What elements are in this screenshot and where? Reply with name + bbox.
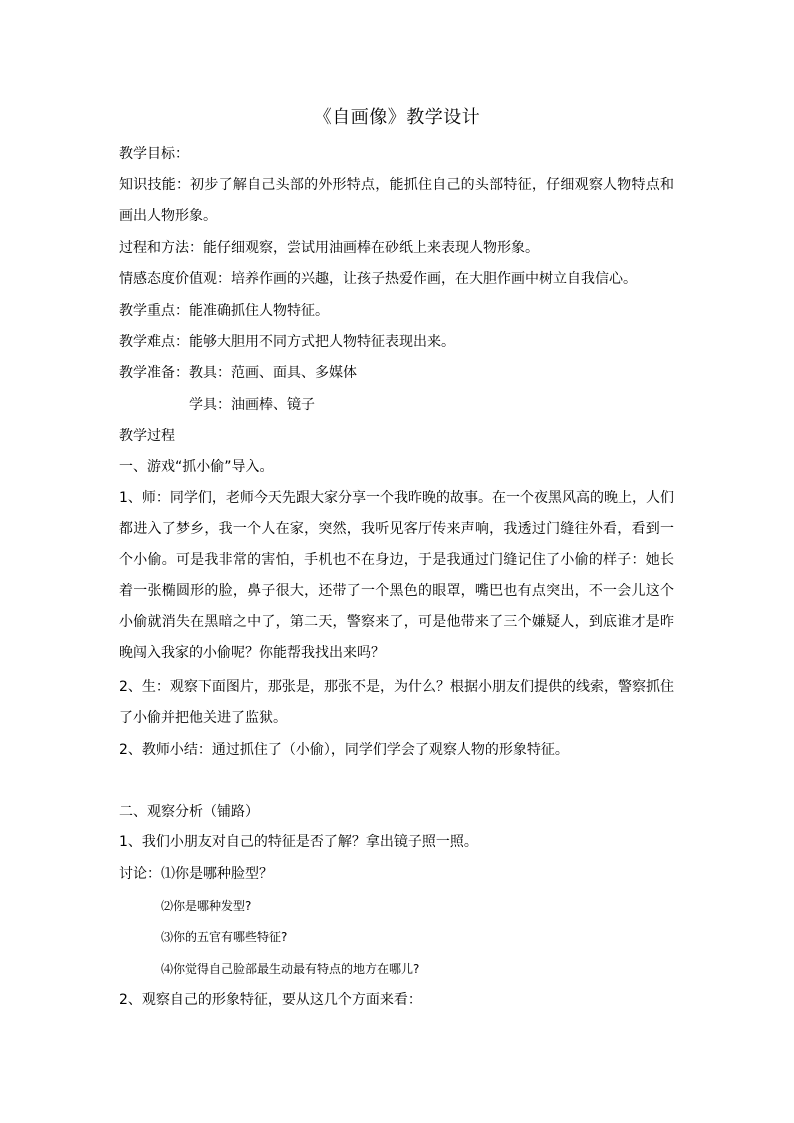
objective-knowledge: 知识技能：初步了解自己头部的外形特点，能抓住自己的头部特征，仔细观察人物特点和画出人物形象。 xyxy=(119,177,674,224)
objective-process-method: 过程和方法：能仔细观察，尝试用油画棒在砂纸上来表现人物形象。 xyxy=(119,240,539,256)
section1-paragraph-2: 2、生：观察下面图片，那张是，那张不是，为什么？根据小朋友们提供的线索，警察抓住了小偷并把他关进了监狱。 xyxy=(119,679,674,726)
objectives-heading: 教学目标： xyxy=(119,146,189,162)
section2-paragraph-1: 1、我们小朋友对自己的特征是否了解？拿出镜子照一照。 xyxy=(119,834,478,850)
discussion-question-3: ⑶你的五官有哪些特征? xyxy=(161,930,288,944)
process-heading: 教学过程 xyxy=(119,428,175,444)
section1-paragraph-3: 2、教师小结：通过抓住了（小偷），同学们学会了观察人物的形象特征。 xyxy=(119,742,569,758)
section1-heading: 一、游戏“抓小偷”导入。 xyxy=(119,459,274,475)
teaching-key-point: 教学重点：能准确抓住人物特征。 xyxy=(119,303,329,319)
discussion-question-1: 讨论：⑴你是哪种脸型？ xyxy=(119,866,273,882)
section2-heading: 二、观察分析（铺路） xyxy=(119,804,259,820)
teaching-prep-teacher: 教学准备：教具：范画、面具、多媒体 xyxy=(119,365,357,381)
discussion-question-4: ⑷你觉得自己脸部最生动最有特点的地方在哪儿? xyxy=(161,962,420,976)
objective-attitude: 情感态度价值观：培养作画的兴趣，让孩子热爱作画，在大胆作画中树立自我信心。 xyxy=(119,271,637,287)
teaching-prep-student: 学具：油画棒、镜子 xyxy=(189,397,315,413)
section1-paragraph-1: 1、师：同学们，老师今天先跟大家分享一个我昨晚的故事。在一个夜黑风高的晚上，人们都进入了梦乡，我一个人在家，突然，我听见客厅传来声响，我透过门缝往外看，看到一个小偷。可是我非常的害怕，手机也不在身边，于是我通过门缝记住了小偷的样子：她长着一张椭圆形的脸，鼻子很大，还带了一个黑色的眼罩，嘴巴也有点突出，不一会儿这个小偷就消失在黑暗之中了，第二天，警察来了，可是他带来了三个嫌疑人，到底谁才是昨晚闯入我家的小偷呢？你能帮我找出来吗？ xyxy=(119,490,674,661)
document-title: 《自画像》教学设计 xyxy=(313,107,481,128)
section2-paragraph-2: 2、观察自己的形象特征，要从这几个方面来看： xyxy=(119,992,422,1008)
teaching-difficulty: 教学难点：能够大胆用不同方式把人物特征表现出来。 xyxy=(119,334,455,350)
discussion-question-2: ⑵你是哪种发型? xyxy=(161,899,252,913)
